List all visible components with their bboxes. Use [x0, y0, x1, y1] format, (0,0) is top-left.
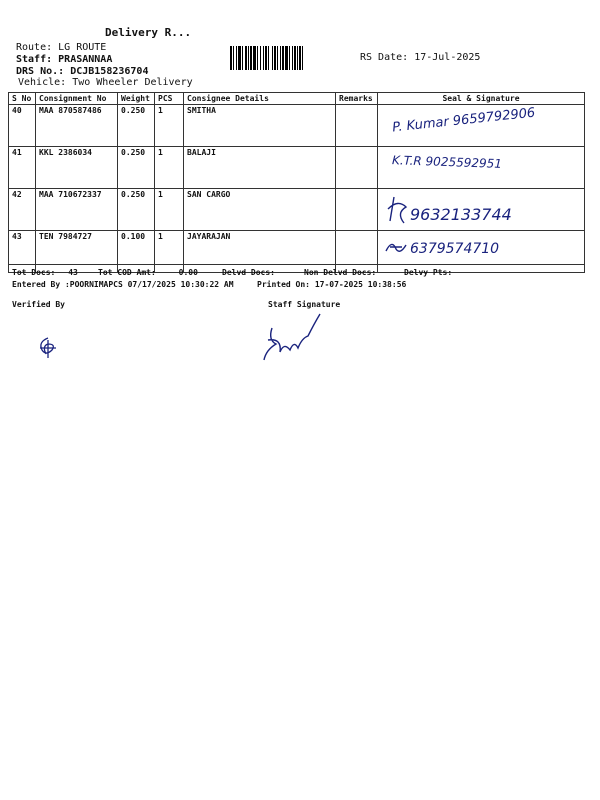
entered-by-label: Entered By :	[12, 280, 70, 289]
verifier-signature-scribble	[36, 336, 60, 360]
tot-docs	[12, 268, 78, 277]
cell-signature	[378, 231, 585, 273]
tot-docs-value: 43	[68, 268, 78, 277]
vehicle-label: Vehicle:	[18, 77, 67, 88]
staff-value: PRASANNAA	[58, 54, 113, 65]
col-sno: S No	[9, 93, 36, 105]
tot-cod-label: Tot COD Amt:	[98, 268, 156, 277]
cell-weight: 0.250	[118, 105, 155, 147]
rs-date-value: 17-Jul-2025	[414, 52, 481, 63]
entered-by	[12, 280, 234, 289]
cell-consignment: MAA 870587486	[36, 105, 118, 147]
cell-pcs: 1	[155, 231, 184, 273]
cell-consignee: JAYARAJAN	[184, 231, 336, 273]
staff-line	[16, 54, 112, 65]
table-row	[9, 231, 585, 273]
non-delvd-docs: Non Delvd Docs:	[304, 268, 377, 277]
cell-remarks	[336, 231, 378, 273]
col-consignee: Consignee Details	[184, 93, 336, 105]
signature-scribble	[384, 237, 410, 257]
entered-by-value: POORNIMAPCS 07/17/2025 10:30:22 AM	[69, 280, 234, 289]
cell-consignment: TEN 7984727	[36, 231, 118, 273]
table-header-row	[9, 93, 585, 105]
rs-date	[360, 52, 480, 63]
document-title-partial: Delivery R...	[105, 26, 192, 39]
tot-docs-label: Tot Docs:	[12, 268, 56, 277]
tot-cod-value: 0.00	[178, 268, 198, 277]
cell-consignee: SMITHA	[184, 105, 336, 147]
cell-pcs: 1	[155, 189, 184, 231]
table-row	[9, 105, 585, 147]
cell-sno: 40	[9, 105, 36, 147]
route-line	[16, 42, 106, 53]
cell-weight: 0.250	[118, 189, 155, 231]
cell-sno: 42	[9, 189, 36, 231]
cell-pcs: 1	[155, 147, 184, 189]
cell-sno: 43	[9, 231, 36, 273]
col-remarks: Remarks	[336, 93, 378, 105]
rs-date-label: RS Date:	[360, 52, 409, 63]
col-weight: Weight	[118, 93, 155, 105]
barcode	[230, 46, 348, 70]
cell-weight: 0.250	[118, 147, 155, 189]
staff-label: Staff:	[16, 54, 53, 65]
cell-pcs: 1	[155, 105, 184, 147]
delvd-docs: Delvd Docs:	[222, 268, 275, 277]
barcode-bar	[303, 46, 305, 70]
route-label: Route:	[16, 42, 53, 53]
delvy-pts: Delvy Pts:	[404, 268, 453, 277]
cell-consignee: SAN CARGO	[184, 189, 336, 231]
handwritten-signature: P. Kumar 9659792906	[391, 105, 536, 136]
verified-by-label: Verified By	[12, 300, 65, 309]
route-value: LG ROUTE	[58, 42, 107, 53]
drs-label: DRS No.:	[16, 66, 65, 77]
printed-on	[257, 280, 406, 289]
col-consignment: Consignment No	[36, 93, 118, 105]
signature-scribble	[384, 191, 412, 227]
table-row	[9, 147, 585, 189]
drs-line	[16, 66, 148, 77]
handwritten-signature: 9632133744	[410, 205, 512, 224]
drs-value: DCJB158236704	[70, 66, 149, 77]
cell-remarks	[336, 147, 378, 189]
printed-on-value: 17-07-2025 10:38:56	[314, 280, 407, 289]
handwritten-signature: 6379574710	[410, 241, 500, 257]
cell-consignment: MAA 710672337	[36, 189, 118, 231]
cell-remarks	[336, 189, 378, 231]
col-pcs: PCS	[155, 93, 184, 105]
printed-on-label: Printed On:	[257, 280, 310, 289]
cell-signature	[378, 147, 585, 189]
staff-signature-scribble	[258, 310, 328, 370]
consignment-table	[8, 92, 585, 273]
cell-weight: 0.100	[118, 231, 155, 273]
cell-signature	[378, 105, 585, 147]
cell-consignment: KKL 2386034	[36, 147, 118, 189]
table-row	[9, 189, 585, 231]
cell-sno: 41	[9, 147, 36, 189]
cell-remarks	[336, 105, 378, 147]
cell-consignee: BALAJI	[184, 147, 336, 189]
staff-signature-label: Staff Signature	[268, 300, 341, 309]
tot-cod	[98, 268, 198, 277]
vehicle-value: Two Wheeler Delivery	[72, 77, 193, 88]
cell-signature	[378, 189, 585, 231]
handwritten-signature: K.T.R 9025592951	[391, 153, 503, 171]
table-bottom-divider	[8, 264, 585, 265]
vehicle-line	[18, 77, 193, 88]
col-seal-signature: Seal & Signature	[378, 93, 585, 105]
